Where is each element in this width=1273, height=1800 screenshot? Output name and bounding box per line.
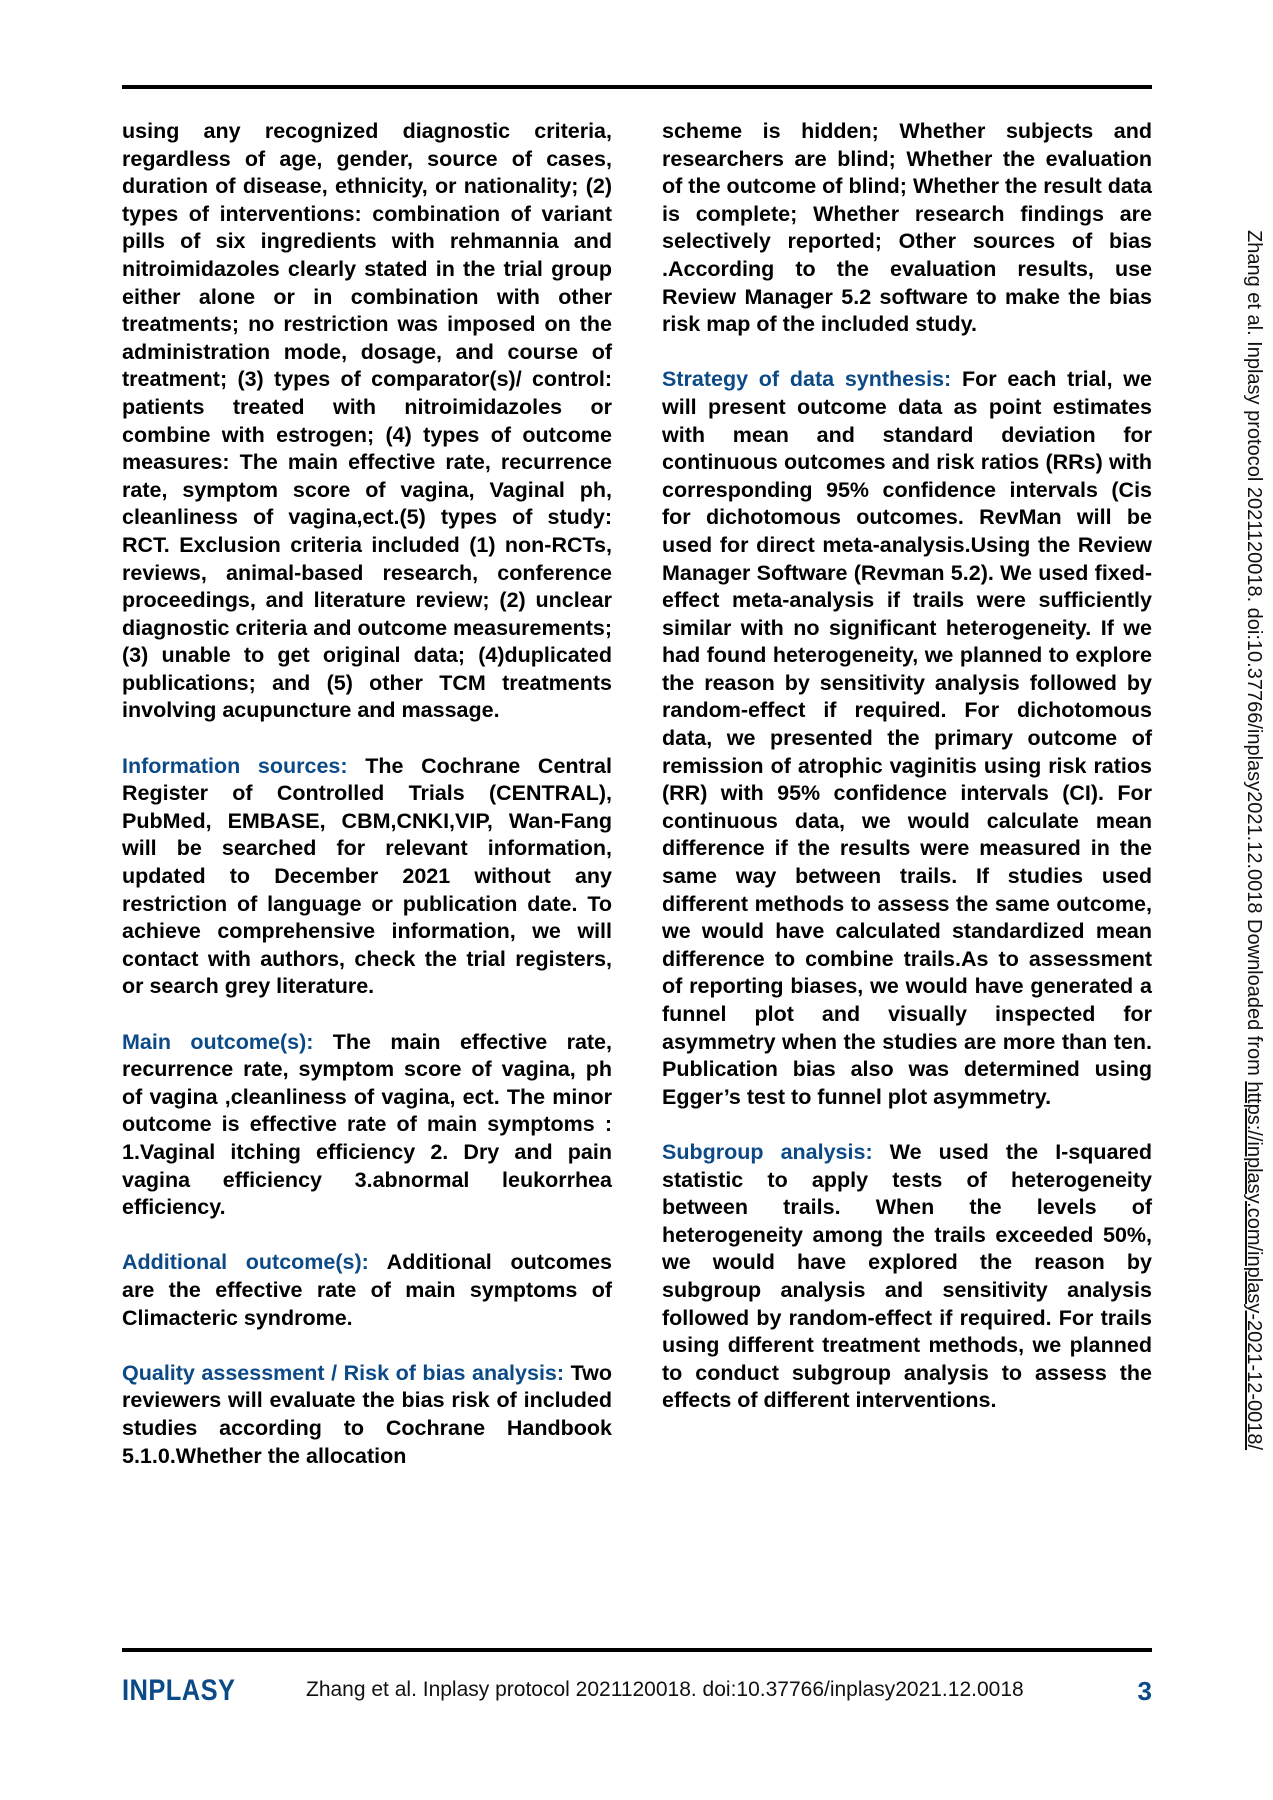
quality-assessment-heading: Quality assessment / Risk of bias analysis: (122, 1360, 565, 1385)
information-sources-section (122, 753, 612, 1001)
side-citation-link[interactable]: https://inplasy.com/inplasy-2021-12-0018/ (1243, 1081, 1265, 1451)
main-outcomes-heading: Main outcome(s): (122, 1029, 314, 1054)
footer-brand-logo: INPLASY (122, 1674, 236, 1707)
main-outcomes-section (122, 1029, 612, 1222)
information-sources-heading: Information sources: (122, 753, 348, 778)
inclusion-exclusion-paragraph: using any recognized diagnostic criteria, regardless of age, gender, source of cases, duration of disease, ethnicity, or nationality; (2) types of interventions: combination of variant pills of six ingredients with rehmannia and nitroimidazoles clearly stated in the trial group either alone or in combination with other treatments; no restriction was imposed on the administration mode, dosage, and course of treatment; (3) types of comparator(s)/ control: patients treated with nitroimidazoles or combine with estrogen; (4) types of outcome measures: The main effective rate, recurrence rate, symptom score of vagina, Vaginal ph, cleanliness of vagina,ect.(5) types of study: RCT. Exclusion criteria included (1) non-RCTs, reviews, animal-based research, conference proceedings, and literature review; (2) unclear diagnostic criteria and outcome measurements; (3) unable to get original data; (4)duplicated publications; and (5) other TCM treatments involving acupuncture and massage. (122, 119, 612, 723)
additional-outcomes-body: Additional outcomes are the effective rate of main symptoms of Climacteric syndrome. (122, 1250, 612, 1330)
quality-assessment-section (122, 1360, 612, 1470)
information-sources-body: The Cochrane Central Register of Controlled Trials (CENTRAL), PubMed, EMBASE, CBM,CNKI,VIP, Wan-Fang will be searched for relevant information, updated to December 2021 without any restriction of language or publication date. To achieve comprehensive information, we will contact with authors, check the trial registers, or search grey literature. (122, 753, 612, 999)
page-footer (122, 1668, 1152, 1708)
subgroup-analysis-section (662, 1139, 1152, 1415)
data-synthesis-body: For each trial, we will present outcome data as point estimates with mean and standard deviation for continuous outcomes and risk ratios (RRs) with corresponding 95% confidence intervals (Cis for dichotomous outcomes. RevMan will be used for direct meta-analysis.Using the Review Manager Software (Revman 5.2). We used fixed-effect meta-analysis if trails were sufficiently similar with no significant heterogeneity. If we had found heterogeneity, we planned to explore the reason by sensitivity analysis followed by random-effect if required. For dichotomous data, we presented the primary outcome of remission of atrophic vaginitis using risk ratios (RR) with 95% confidence intervals (CI). For continuous data, we would calculate mean difference if the results were measured in the same way between trails. If studies used different methods to assess the same outcome, we would have calculated standardized mean difference to combine trails.As to assessment of reporting biases, we would have generated a funnel plot and visually inspected for asymmetry when the studies are more than ten. Publication bias also was determined using Egger’s test to funnel plot asymmetry. (662, 367, 1152, 1109)
data-synthesis-section (662, 366, 1152, 1111)
right-column (662, 118, 1152, 1443)
header-rule (122, 85, 1152, 89)
data-synthesis-heading: Strategy of data synthesis: (662, 367, 952, 392)
left-column (122, 118, 612, 1498)
quality-assessment-body: Two reviewers will evaluate the bias risk of included studies according to Cochrane Handbook 5.1.0.Whether the allocation (122, 1360, 612, 1468)
footer-rule (122, 1648, 1152, 1652)
page-number: 3 (1137, 1676, 1152, 1706)
bias-continuation-paragraph: scheme is hidden; Whether subjects and researchers are blind; Whether the evaluation of the outcome of blind; Whether the result data is complete; Whether research findings are selectively reported; Other sources of bias .According to the evaluation results, use Review Manager 5.2 software to make the bias risk map of the included study. (662, 119, 1152, 337)
subgroup-analysis-body: We used the I-squared statistic to apply tests of heterogeneity between trails. When the levels of heterogeneity among the trails exceeded 50%, we would have explored the reason by subgroup analysis and sensitivity analysis followed by random-effect if required. For trails using different treatment methods, we planned to conduct subgroup analysis to assess the effects of different interventions. (662, 1139, 1152, 1413)
additional-outcomes-section (122, 1249, 612, 1332)
subgroup-analysis-heading: Subgroup analysis: (662, 1139, 873, 1164)
side-citation-text: Zhang et al. Inplasy protocol 2021120018. doi:10.37766/inplasy2021.12.0018 Downloaded from (1243, 230, 1265, 1082)
additional-outcomes-heading: Additional outcome(s): (122, 1250, 369, 1275)
main-outcomes-body: The main effective rate, recurrence rate, symptom score of vagina, ph of vagina ,cleanliness of vagina, ect. The minor outcome is effective rate of main symptoms : 1.Vaginal itching efficiency 2. Dry and pain vagina efficiency 3.abnormal leukorrhea efficiency. (122, 1029, 612, 1220)
side-citation (1242, 230, 1265, 1450)
footer-citation: Zhang et al. Inplasy protocol 2021120018. doi:10.37766/inplasy2021.12.0018 (306, 1678, 1024, 1701)
